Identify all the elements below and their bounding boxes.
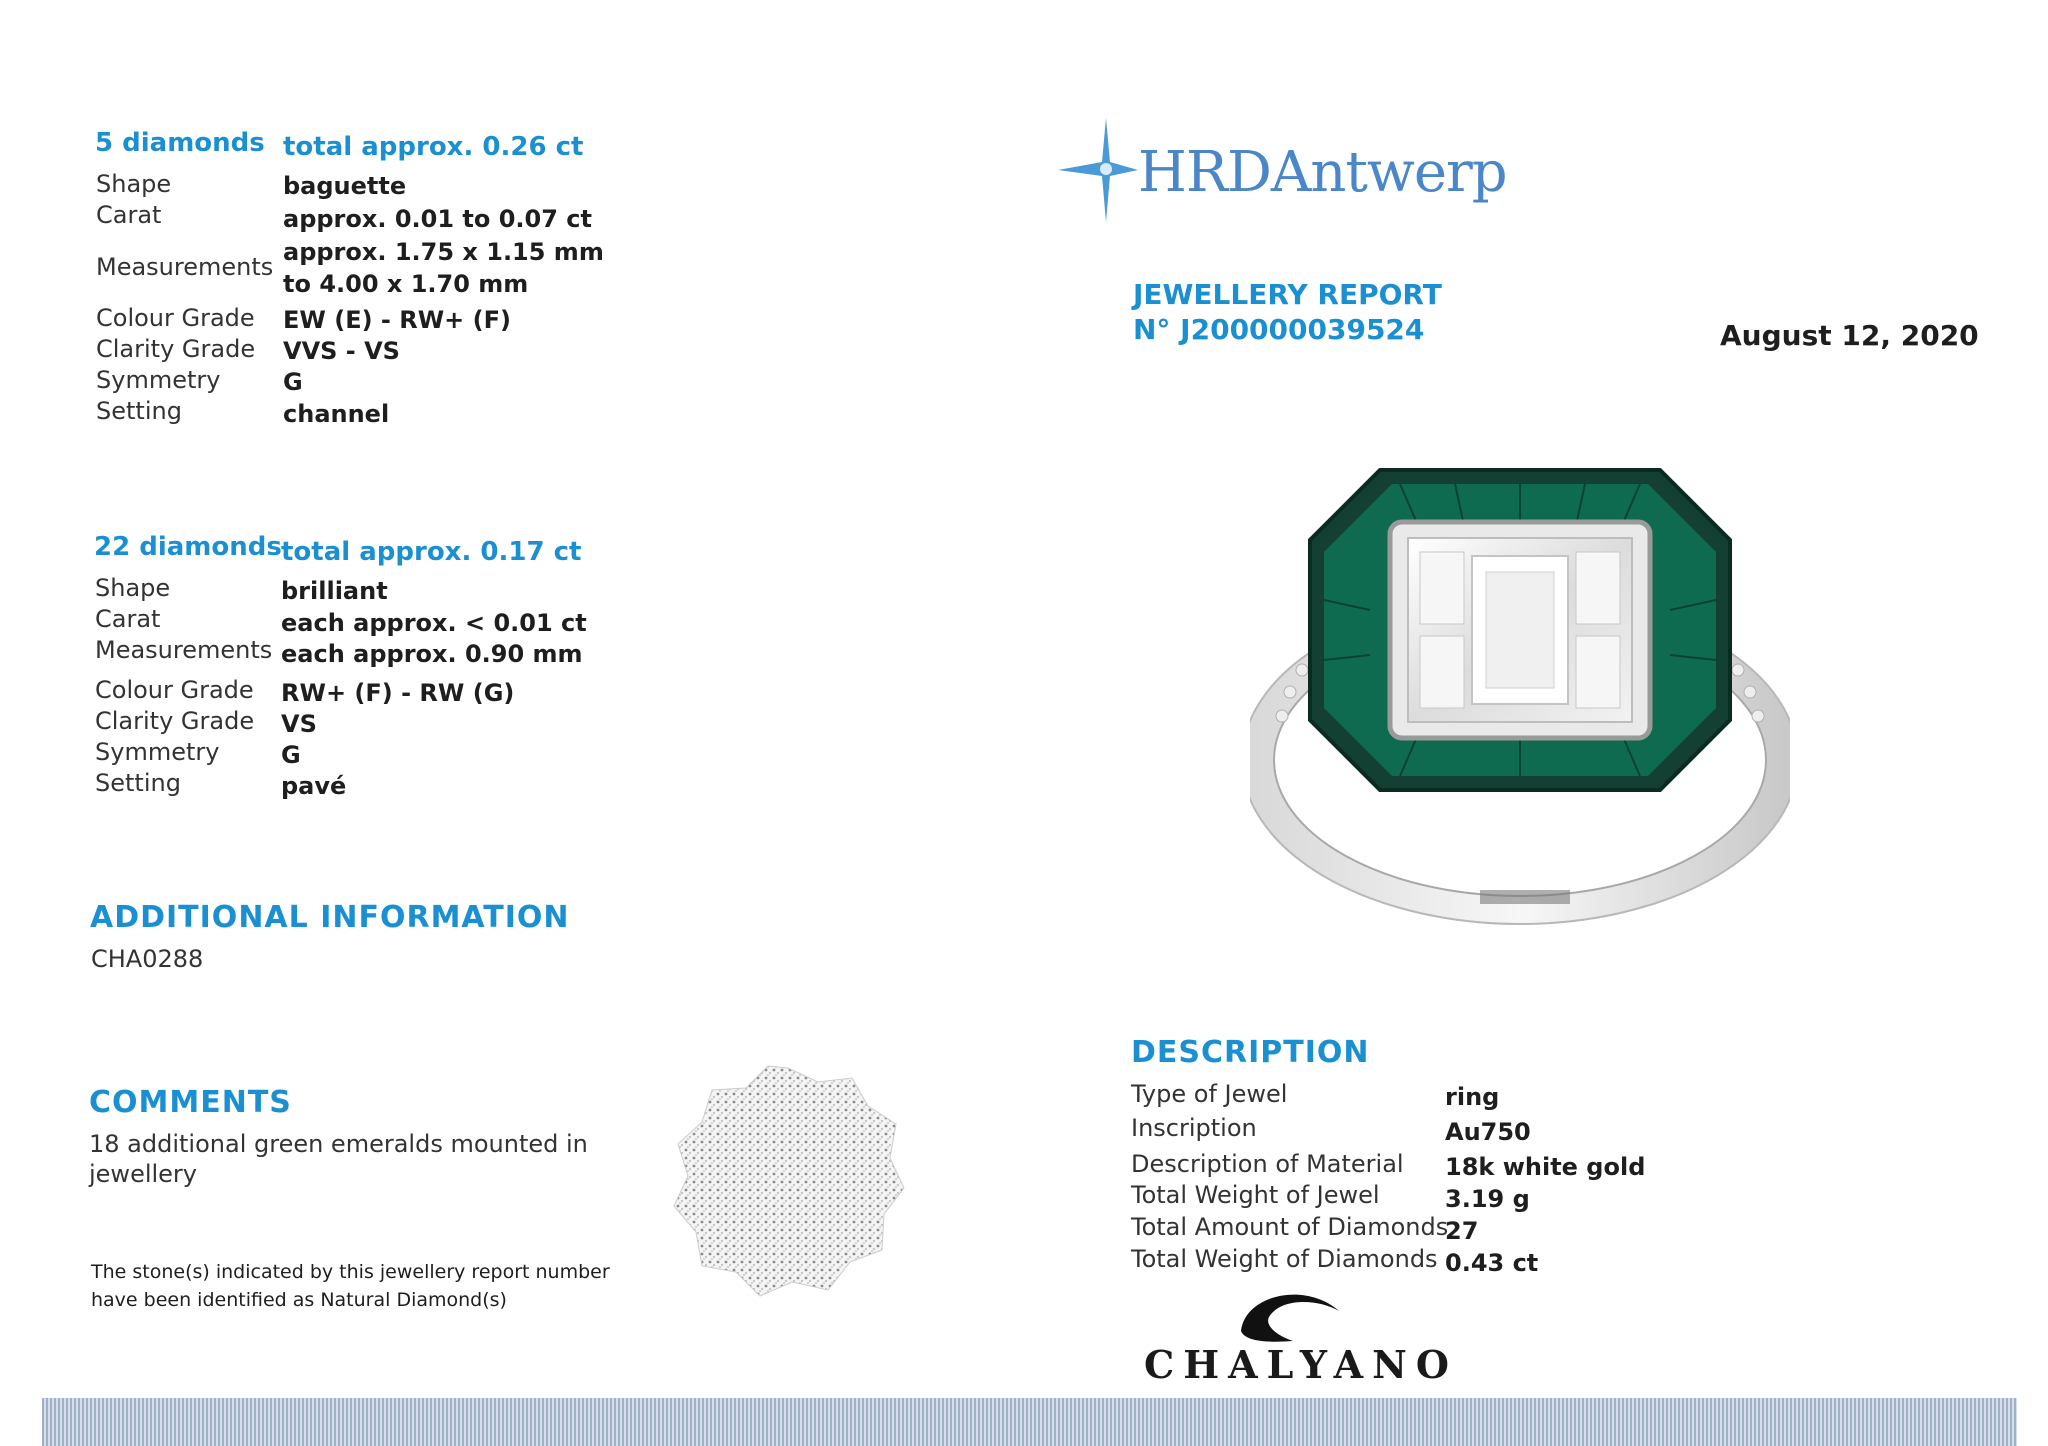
group1-label-clarity: Clarity Grade <box>96 335 256 363</box>
group2-value-measurements: each approx. 0.90 mm <box>281 640 583 668</box>
group1-label-colour: Colour Grade <box>96 304 255 332</box>
description-label-diamond-weight: Total Weight of Diamonds <box>1131 1245 1438 1273</box>
group2-label-carat: Carat <box>95 605 161 633</box>
group1-value-setting: channel <box>283 400 390 428</box>
comments-line1: 18 additional green emeralds mounted in <box>89 1130 588 1158</box>
hrd-antwerp-logo <box>1138 140 1507 205</box>
comments-heading: COMMENTS <box>89 1085 292 1120</box>
group2-label-measurements: Measurements <box>95 636 273 664</box>
group1-value-measurements-2: to 4.00 x 1.70 mm <box>283 270 529 298</box>
additional-heading: ADDITIONAL INFORMATION <box>90 900 570 935</box>
group1-value-symmetry: G <box>283 368 303 396</box>
description-label-type: Type of Jewel <box>1131 1080 1288 1108</box>
description-value-diamond-count: 27 <box>1445 1217 1479 1245</box>
additional-text: CHA0288 <box>91 945 204 973</box>
description-value-type: ring <box>1445 1083 1500 1111</box>
description-label-weight: Total Weight of Jewel <box>1131 1181 1380 1209</box>
natural-note-line2: have been identified as Natural Diamond(s) <box>91 1289 507 1311</box>
hologram-seal-icon <box>668 1060 908 1300</box>
group2-value-shape: brilliant <box>281 577 388 605</box>
group1-count: 5 diamonds <box>95 128 265 158</box>
description-value-diamond-weight: 0.43 ct <box>1445 1249 1539 1277</box>
group1-label-symmetry: Symmetry <box>96 366 221 394</box>
description-label-inscription: Inscription <box>1131 1114 1257 1142</box>
group2-label-symmetry: Symmetry <box>95 738 220 766</box>
group2-total: total approx. 0.17 ct <box>281 537 582 567</box>
description-value-material: 18k white gold <box>1445 1153 1646 1181</box>
ring-image <box>1250 460 1790 940</box>
group2-label-setting: Setting <box>95 769 181 797</box>
group1-label-setting: Setting <box>96 397 182 425</box>
star-sparkle-icon <box>1058 118 1138 222</box>
comments-line2: jewellery <box>89 1160 197 1188</box>
brand-part1: HRD <box>1138 140 1271 205</box>
group1-value-measurements: approx. 1.75 x 1.15 mm <box>283 238 604 266</box>
group2-label-colour: Colour Grade <box>95 676 254 704</box>
natural-note-line1: The stone(s) indicated by this jewellery report number <box>91 1261 610 1283</box>
group2-label-shape: Shape <box>95 574 171 602</box>
group1-label-measurements: Measurements <box>96 253 274 281</box>
group1-value-clarity: VVS - VS <box>283 337 400 365</box>
description-heading: DESCRIPTION <box>1131 1035 1370 1070</box>
group1-label-carat: Carat <box>96 201 162 229</box>
chalyano-swoosh-icon <box>1235 1283 1345 1347</box>
description-label-material: Description of Material <box>1131 1150 1404 1178</box>
group2-value-carat: each approx. < 0.01 ct <box>281 609 587 637</box>
chalyano-logo-text: CHALYANO <box>1144 1342 1458 1387</box>
brand-part2: Antwerp <box>1270 140 1507 205</box>
group1-total: total approx. 0.26 ct <box>283 132 584 162</box>
group1-value-shape: baguette <box>283 172 407 200</box>
group2-label-clarity: Clarity Grade <box>95 707 255 735</box>
group2-count: 22 diamonds <box>94 532 282 562</box>
description-label-diamond-count: Total Amount of Diamonds <box>1131 1213 1449 1241</box>
group2-value-clarity: VS <box>281 710 317 738</box>
description-value-weight: 3.19 g <box>1445 1185 1530 1213</box>
group1-label-shape: Shape <box>96 170 172 198</box>
report-number: N° J200000039524 <box>1133 313 1425 346</box>
group2-value-setting: pavé <box>281 772 347 800</box>
group1-value-colour: EW (E) - RW+ (F) <box>283 306 511 334</box>
group2-value-symmetry: G <box>281 741 301 769</box>
description-value-inscription: Au750 <box>1445 1118 1531 1146</box>
report-date: August 12, 2020 <box>1720 319 1979 352</box>
group1-value-carat: approx. 0.01 to 0.07 ct <box>283 205 592 233</box>
group2-value-colour: RW+ (F) - RW (G) <box>281 679 515 707</box>
security-strip <box>42 1398 2017 1446</box>
report-title: JEWELLERY REPORT <box>1133 278 1442 311</box>
